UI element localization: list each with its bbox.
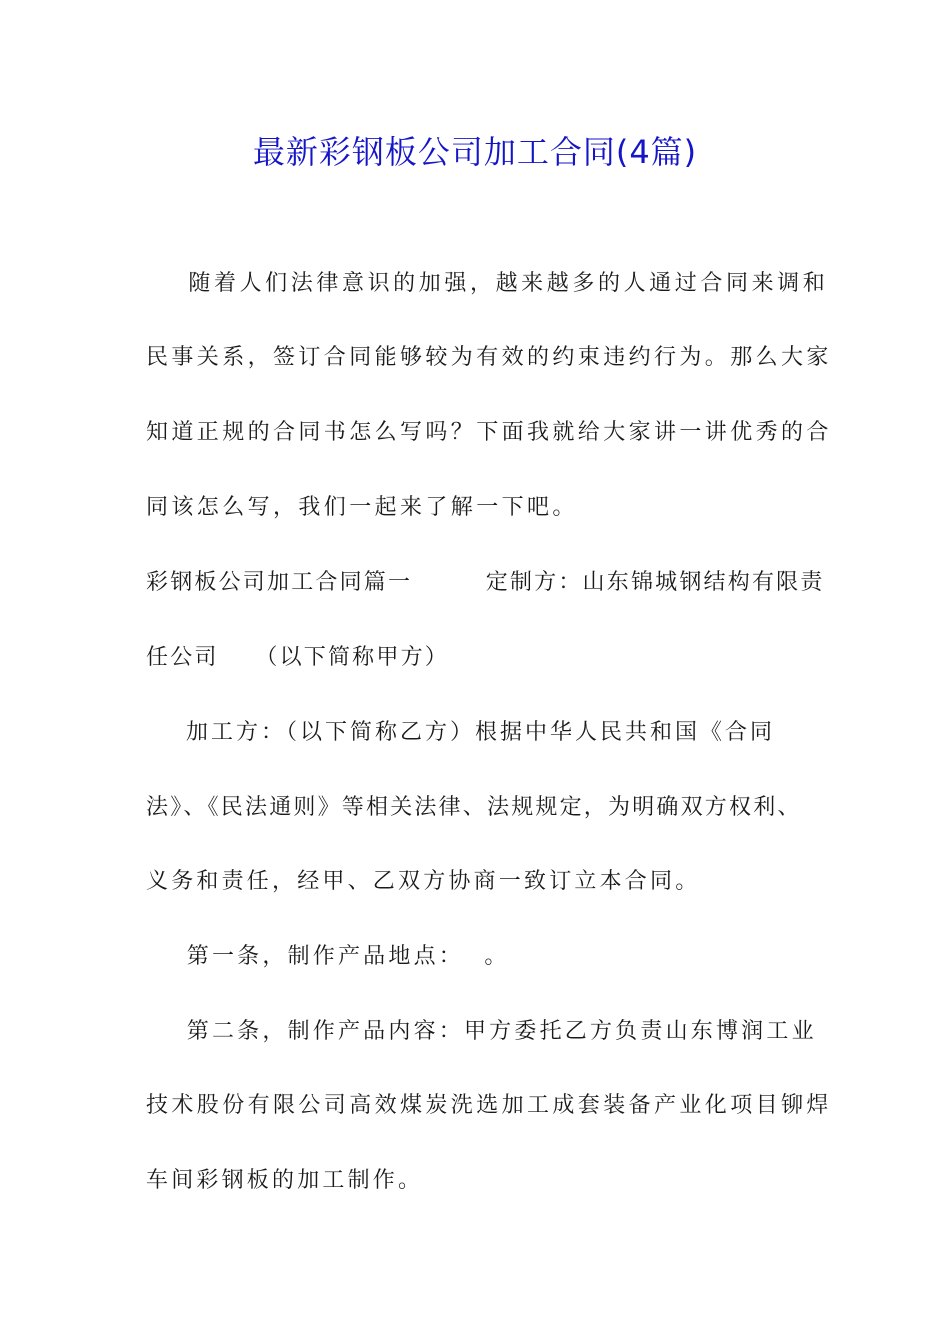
clause-line: 第二条，制作产品内容：甲方委托乙方负责山东博润工业 [146,1019,817,1044]
paragraph-line: 任公司 （以下简称甲方） [146,645,449,670]
paragraph-line: 随着人们法律意识的加强，越来越多的人通过合同来调和 [146,271,829,296]
paragraph-line: 同该怎么写，我们一起来了解一下吧。 [146,495,578,520]
paragraph-line: 知道正规的合同书怎么写吗？下面我就给大家讲一讲优秀的合 [146,420,832,445]
clause-line: 第一条，制作产品地点： 。 [146,944,510,969]
paragraph-line: 技术股份有限公司高效煤炭洗选加工成套装备产业化项目铆焊 [146,1093,832,1118]
paragraph-line: 车间彩钢板的加工制作。 [146,1168,424,1193]
paragraph-line: 法》、《民法通则》等相关法律、法规规定，为明确双方权利、 [146,795,802,820]
document-title: 最新彩钢板公司加工合同(4篇) [252,133,698,171]
section-heading-line: 彩钢板公司加工合同篇一 定制方：山东锦城钢结构有限责 [146,570,825,595]
paragraph-line: 加工方：（以下简称乙方）根据中华人民共和国《合同 [146,720,775,745]
paragraph-line: 民事关系，签订合同能够较为有效的约束违约行为。那么大家 [146,345,832,370]
paragraph-line: 义务和责任，经甲、乙双方协商一致订立本合同。 [146,869,701,894]
